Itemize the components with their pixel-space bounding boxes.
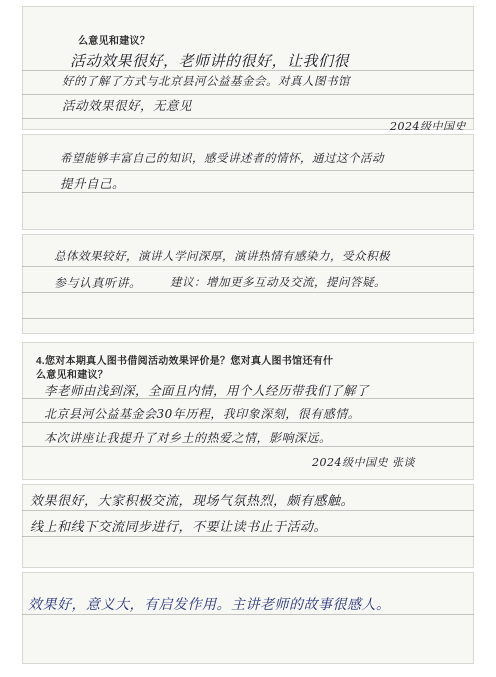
ruled-line: [22, 318, 474, 319]
ruled-line: [22, 170, 474, 171]
ruled-line: [22, 266, 474, 267]
handwritten-line: 建议：增加更多互动及交流，提问答疑。: [170, 275, 386, 289]
ruled-line: [22, 192, 474, 193]
handwritten-line: 效果很好，大家积极交流，现场气氛热烈，颇有感触。: [30, 494, 355, 509]
handwritten-line: 本次讲座让我提升了对乡土的热爱之情，影响深远。: [44, 431, 332, 445]
ruled-line: [22, 292, 474, 293]
handwritten-line: 希望能够丰富自己的知识，感受讲述者的情怀，通过这个活动: [60, 151, 384, 165]
ruled-line: [22, 536, 474, 537]
handwritten-line: 参与认真听讲。: [54, 276, 142, 290]
handwritten-line: 总体效果较好，演讲人学问深厚，演讲热情有感染力，受众积极: [54, 249, 390, 263]
handwritten-line: 好的了解了方式与北京县河公益基金会。对真人图书馆: [62, 74, 350, 88]
handwritten-line: 效果好，意义大，有启发作用。主讲老师的故事很感人。: [28, 597, 391, 613]
handwritten-line: 北京县河公益基金会30年历程，我印象深刻，很有感情。: [44, 407, 361, 421]
feedback-card-6: [22, 572, 474, 664]
signature: 2024级中国史: [390, 120, 466, 130]
feedback-card-5: [22, 484, 474, 568]
question-prompt-line-1: 4.您对本期真人图书借阅活动效果评价是？您对真人图书馆还有什: [36, 356, 334, 367]
handwritten-line: 提升自己。: [60, 176, 126, 191]
feedback-card-1: [22, 6, 474, 130]
question-prompt: 么意见和建议？: [78, 36, 151, 47]
handwritten-line: 线上和线下交流同步进行，不要让读书止于活动。: [30, 520, 328, 535]
feedback-card-3: [22, 234, 474, 334]
ruled-line: [22, 94, 474, 95]
feedback-card-2: [22, 134, 474, 230]
handwritten-line: 李老师由浅到深，全面且内情，用个人经历带我们了解了: [44, 383, 370, 398]
feedback-card-4: [22, 342, 474, 480]
ruled-line: [22, 446, 474, 447]
question-prompt-line-2: 么意见和建议？: [36, 370, 109, 381]
ruled-line: [22, 422, 474, 423]
handwritten-line: 活动效果很好，老师讲的很好，让我们很: [70, 52, 350, 70]
signature: 2024级中国史 张谈: [312, 456, 415, 469]
ruled-line: [22, 510, 474, 511]
handwritten-line: 活动效果很好，无意见: [62, 98, 193, 113]
ruled-line: [22, 614, 474, 615]
